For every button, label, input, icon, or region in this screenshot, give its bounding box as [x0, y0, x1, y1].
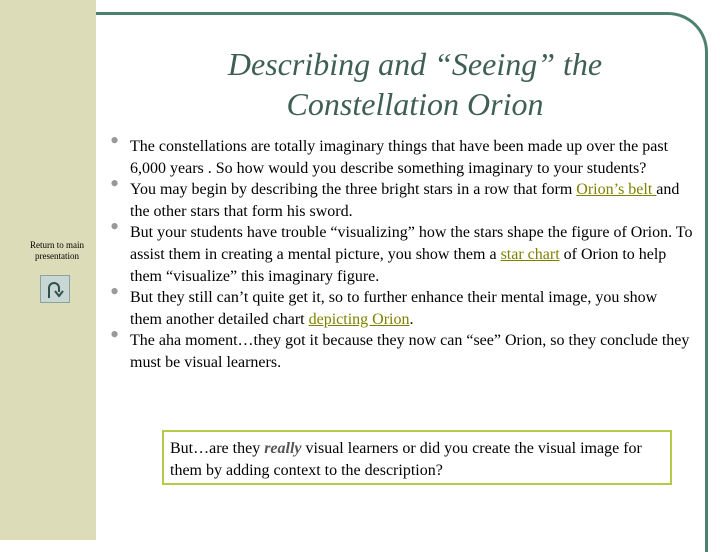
u-turn-arrow-icon	[44, 279, 66, 299]
bullet-item	[108, 212, 693, 287]
callout-text: visual learners or did you create the visual image for them by adding context to the description?	[170, 440, 642, 479]
bullet-item	[108, 277, 693, 330]
bullet-text: The constellations are totally imaginary things that have been made up over the past 6,000 years . So how would you describe something imaginary to your students?	[130, 138, 669, 177]
bullet-text: The aha moment…they got it because they now can “see” Orion, so they conclude they must be visual learners.	[130, 332, 690, 371]
callout-text: But…are they	[170, 440, 265, 457]
depicting-orion-link[interactable]: depicting Orion	[308, 310, 410, 328]
bullet-text: You may begin by describing the three bright stars in a row that form	[130, 181, 577, 199]
return-button[interactable]	[40, 275, 70, 303]
orions-belt-link[interactable]: Orion’s belt	[576, 181, 657, 199]
slide-title	[150, 44, 680, 124]
callout-box	[162, 430, 672, 485]
bullet-item	[108, 320, 693, 373]
bullet-text: But your students have trouble “visualizing” how the stars shape the figure of Orion. To assist them in creating a mental picture, you show them a	[130, 224, 693, 263]
bullet-text: of Orion to help them “visualize” this imaginary figure.	[130, 245, 667, 285]
title-line-1: Describing and “Seeing” the	[227, 46, 603, 82]
bullet-item	[108, 169, 693, 222]
bullet-text: .	[409, 310, 414, 328]
bullet-text: But they still can’t quite get it, so to further enhance their mental image, you show them another detailed chart	[130, 289, 658, 328]
bullet-dot-icon: •	[110, 126, 120, 155]
title-line-2: Constellation Orion	[286, 86, 544, 122]
bullet-dot-icon: •	[110, 277, 120, 307]
return-label: Return to main presentation	[30, 240, 84, 261]
left-band	[0, 0, 96, 540]
bullet-dot-icon: •	[110, 212, 120, 242]
bullet-text: and the other stars that form his sword.	[130, 181, 680, 220]
star-chart-link[interactable]: star chart	[500, 245, 560, 263]
bullet-list	[108, 126, 693, 374]
bullet-dot-icon: •	[110, 169, 120, 199]
bullet-dot-icon: •	[110, 320, 120, 350]
bullet-item	[108, 126, 693, 179]
callout-emphasis: really	[264, 440, 302, 457]
